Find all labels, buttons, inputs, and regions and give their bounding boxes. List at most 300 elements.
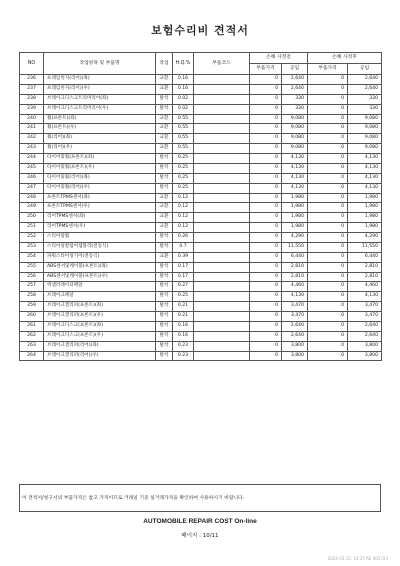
cell-no: 258 bbox=[20, 292, 44, 302]
cell-work: 교환 bbox=[156, 223, 173, 233]
cell-hq: 0.55 bbox=[173, 114, 194, 124]
table-row bbox=[20, 341, 382, 351]
table-row bbox=[20, 262, 382, 272]
cell-code bbox=[194, 223, 250, 233]
table-row bbox=[20, 282, 382, 292]
cell-ap: 0 bbox=[308, 144, 348, 154]
cell-bp: 0 bbox=[250, 292, 282, 302]
cell-al: 2,640 bbox=[348, 331, 382, 341]
cell-item: 브레이크페달 bbox=[44, 292, 156, 302]
cell-item: 브레이크디스크트리머리어(좌) bbox=[44, 94, 156, 104]
table-row bbox=[20, 104, 382, 114]
cell-no: 251 bbox=[20, 223, 44, 233]
cell-item: 휠(리어)(우) bbox=[44, 144, 156, 154]
cell-item: 브레이크디스크트리머리어(우) bbox=[44, 104, 156, 114]
cell-code bbox=[194, 144, 250, 154]
table-row bbox=[20, 292, 382, 302]
cell-bp: 0 bbox=[250, 75, 282, 85]
cell-no: 241 bbox=[20, 124, 44, 134]
cell-code bbox=[194, 321, 250, 331]
cell-code bbox=[194, 104, 250, 114]
table-row bbox=[20, 94, 382, 104]
header-after-labor: 공임 bbox=[348, 64, 382, 75]
cell-no: 243 bbox=[20, 144, 44, 154]
cell-item: 엑셀러레이터페달 bbox=[44, 282, 156, 292]
cell-bl: 9,080 bbox=[282, 134, 308, 144]
cell-hq: 0.25 bbox=[173, 154, 194, 164]
cell-ap: 0 bbox=[308, 203, 348, 213]
cell-item: 브레이크캘리퍼(프론트)(우) bbox=[44, 312, 156, 322]
cell-no: 260 bbox=[20, 312, 44, 322]
cell-code bbox=[194, 292, 250, 302]
cell-item: 휠(리어)(좌) bbox=[44, 134, 156, 144]
cell-ap: 0 bbox=[308, 124, 348, 134]
cell-hq: 0.17 bbox=[173, 272, 194, 282]
cell-bp: 0 bbox=[250, 312, 282, 322]
cell-ap: 0 bbox=[308, 114, 348, 124]
cell-bl: 2,810 bbox=[282, 262, 308, 272]
cell-hq: 0.39 bbox=[173, 252, 194, 262]
cell-bl: 3,800 bbox=[282, 351, 308, 361]
table-row bbox=[20, 114, 382, 124]
cell-item: 프레임힌지(리어)(좌) bbox=[44, 75, 156, 85]
cell-item: 파워스티어링기어(전동식) bbox=[44, 252, 156, 262]
cell-bl: 330 bbox=[282, 104, 308, 114]
cell-code bbox=[194, 282, 250, 292]
cell-item: 브레이크디스크(프론트)(좌) bbox=[44, 321, 156, 331]
cell-work: 탈착 bbox=[156, 312, 173, 322]
cell-hq: 0.27 bbox=[173, 282, 194, 292]
cell-no: 246 bbox=[20, 173, 44, 183]
print-stamp: 2024-03-15, 10:37 AE 401723 bbox=[327, 556, 388, 561]
cell-ap: 0 bbox=[308, 252, 348, 262]
cell-bp: 0 bbox=[250, 203, 282, 213]
cell-bp: 0 bbox=[250, 193, 282, 203]
cell-no: 242 bbox=[20, 134, 44, 144]
cell-code bbox=[194, 312, 250, 322]
cell-al: 1,980 bbox=[348, 223, 382, 233]
cell-work: 교환 bbox=[156, 124, 173, 134]
cell-bl: 2,640 bbox=[282, 84, 308, 94]
cell-bp: 0 bbox=[250, 302, 282, 312]
cell-no: 262 bbox=[20, 331, 44, 341]
cell-item: 타이어및휠(리어)(좌) bbox=[44, 173, 156, 183]
cell-code bbox=[194, 252, 250, 262]
cell-code bbox=[194, 94, 250, 104]
cell-al: 1,980 bbox=[348, 213, 382, 223]
cell-ap: 0 bbox=[308, 163, 348, 173]
cell-work: 탈착 bbox=[156, 233, 173, 243]
cell-al: 2,810 bbox=[348, 262, 382, 272]
cell-no: 239 bbox=[20, 104, 44, 114]
cell-item: 브레이크캘리퍼(리어)(좌) bbox=[44, 341, 156, 351]
cell-ap: 0 bbox=[308, 154, 348, 164]
header-before-part: 부품가격 bbox=[250, 64, 282, 75]
cell-al: 2,640 bbox=[348, 321, 382, 331]
table-row bbox=[20, 193, 382, 203]
cell-hq: 0.23 bbox=[173, 351, 194, 361]
cell-bl: 2,640 bbox=[282, 321, 308, 331]
table-row bbox=[20, 351, 382, 361]
cell-work: 탈착 bbox=[156, 154, 173, 164]
cell-bp: 0 bbox=[250, 183, 282, 193]
cell-ap: 0 bbox=[308, 341, 348, 351]
cell-al: 3,470 bbox=[348, 302, 382, 312]
cell-no: 236 bbox=[20, 75, 44, 85]
cell-hq: 0.25 bbox=[173, 173, 194, 183]
cell-work: 탈착 bbox=[156, 321, 173, 331]
cell-code bbox=[194, 134, 250, 144]
cell-ap: 0 bbox=[308, 75, 348, 85]
cell-hq: 0.16 bbox=[173, 84, 194, 94]
cell-ap: 0 bbox=[308, 233, 348, 243]
cell-al: 3,470 bbox=[348, 312, 382, 322]
cell-work: 탈착 bbox=[156, 282, 173, 292]
cell-work: 탈착 bbox=[156, 341, 173, 351]
cell-code bbox=[194, 213, 250, 223]
cell-ap: 0 bbox=[308, 302, 348, 312]
table-row bbox=[20, 144, 382, 154]
table-row bbox=[20, 213, 382, 223]
cell-no: 248 bbox=[20, 193, 44, 203]
cell-work: 탈착 bbox=[156, 104, 173, 114]
header-after: 손해 사정후 bbox=[308, 53, 382, 64]
cell-al: 3,800 bbox=[348, 341, 382, 351]
cell-hq: 0.16 bbox=[173, 331, 194, 341]
cell-item: 리어TPMS센서(우) bbox=[44, 223, 156, 233]
header-no: NO bbox=[20, 53, 44, 75]
cell-code bbox=[194, 351, 250, 361]
cell-code bbox=[194, 242, 250, 252]
cell-hq: 0.16 bbox=[173, 321, 194, 331]
cell-hq: 0.12 bbox=[173, 193, 194, 203]
cell-hq: 0.12 bbox=[173, 213, 194, 223]
cell-ap: 0 bbox=[308, 193, 348, 203]
cell-al: 9,080 bbox=[348, 134, 382, 144]
cell-bl: 3,800 bbox=[282, 341, 308, 351]
cell-bl: 4,460 bbox=[282, 282, 308, 292]
table-row bbox=[20, 134, 382, 144]
cell-work: 탈착 bbox=[156, 94, 173, 104]
cell-hq: 0.55 bbox=[173, 134, 194, 144]
table-row bbox=[20, 154, 382, 164]
cell-item: 브레이크캘리퍼(리어)(우) bbox=[44, 351, 156, 361]
cell-work: 탈착 bbox=[156, 163, 173, 173]
header-partcode: 부품코드 bbox=[194, 53, 250, 75]
table-row bbox=[20, 223, 382, 233]
cell-code bbox=[194, 272, 250, 282]
cell-no: 261 bbox=[20, 321, 44, 331]
cell-no: 240 bbox=[20, 114, 44, 124]
table-row bbox=[20, 272, 382, 282]
cell-hq: 0.55 bbox=[173, 144, 194, 154]
cell-bl: 2,810 bbox=[282, 272, 308, 282]
cell-ap: 0 bbox=[308, 242, 348, 252]
cell-bp: 0 bbox=[250, 331, 282, 341]
cell-no: 255 bbox=[20, 262, 44, 272]
cell-code bbox=[194, 341, 250, 351]
cell-work: 탈착 bbox=[156, 272, 173, 282]
cell-al: 3,800 bbox=[348, 351, 382, 361]
cell-bp: 0 bbox=[250, 233, 282, 243]
cell-bp: 0 bbox=[250, 173, 282, 183]
cell-work: 교환 bbox=[156, 193, 173, 203]
cell-item: 프론트TPMS센서(좌) bbox=[44, 193, 156, 203]
cell-al: 1,980 bbox=[348, 203, 382, 213]
header-hq: H.Q.% bbox=[173, 53, 194, 75]
table-row bbox=[20, 173, 382, 183]
cell-ap: 0 bbox=[308, 312, 348, 322]
cell-work: 탈착 bbox=[156, 173, 173, 183]
cell-bp: 0 bbox=[250, 134, 282, 144]
cell-al: 9,080 bbox=[348, 144, 382, 154]
cell-work: 탈착 bbox=[156, 183, 173, 193]
cell-no: 237 bbox=[20, 84, 44, 94]
cell-al: 4,290 bbox=[348, 233, 382, 243]
table-row bbox=[20, 183, 382, 193]
cell-ap: 0 bbox=[308, 223, 348, 233]
cell-bp: 0 bbox=[250, 282, 282, 292]
cell-bl: 1,980 bbox=[282, 203, 308, 213]
cell-item: ABS센서및케이블(프론트)(우) bbox=[44, 272, 156, 282]
cell-al: 9,080 bbox=[348, 114, 382, 124]
cell-work: 교환 bbox=[156, 144, 173, 154]
cell-hq: 0.12 bbox=[173, 203, 194, 213]
cell-al: 9,080 bbox=[348, 124, 382, 134]
table-row bbox=[20, 75, 382, 85]
cell-item: 프레임힌지(리어)(우) bbox=[44, 84, 156, 94]
table-row bbox=[20, 331, 382, 341]
cell-ap: 0 bbox=[308, 262, 348, 272]
cell-bl: 11,550 bbox=[282, 242, 308, 252]
cell-bp: 0 bbox=[250, 144, 282, 154]
cell-code bbox=[194, 302, 250, 312]
cell-bl: 1,980 bbox=[282, 223, 308, 233]
cell-bl: 4,290 bbox=[282, 233, 308, 243]
cell-hq: 0.12 bbox=[173, 223, 194, 233]
cell-bp: 0 bbox=[250, 242, 282, 252]
cell-al: 4,130 bbox=[348, 183, 382, 193]
cell-work: 교환 bbox=[156, 203, 173, 213]
cell-no: 247 bbox=[20, 183, 44, 193]
cell-no: 244 bbox=[20, 154, 44, 164]
cell-bl: 4,130 bbox=[282, 173, 308, 183]
cell-code bbox=[194, 75, 250, 85]
cell-item: 타이어및휠(리어)(우) bbox=[44, 183, 156, 193]
cell-no: 263 bbox=[20, 341, 44, 351]
cell-code bbox=[194, 183, 250, 193]
cell-bp: 0 bbox=[250, 124, 282, 134]
cell-work: 탈착 bbox=[156, 351, 173, 361]
cell-hq: 0.17 bbox=[173, 262, 194, 272]
cell-ap: 0 bbox=[308, 173, 348, 183]
cell-bl: 330 bbox=[282, 94, 308, 104]
cell-code bbox=[194, 203, 250, 213]
cell-no: 238 bbox=[20, 94, 44, 104]
cell-bp: 0 bbox=[250, 104, 282, 114]
table-row bbox=[20, 124, 382, 134]
cell-hq: 0.26 bbox=[173, 233, 194, 243]
cell-code bbox=[194, 84, 250, 94]
cell-ap: 0 bbox=[308, 84, 348, 94]
cell-al: 4,130 bbox=[348, 154, 382, 164]
cell-bp: 0 bbox=[250, 163, 282, 173]
cell-ap: 0 bbox=[308, 351, 348, 361]
cell-ap: 0 bbox=[308, 272, 348, 282]
cell-bp: 0 bbox=[250, 252, 282, 262]
cell-ap: 0 bbox=[308, 104, 348, 114]
cell-al: 4,130 bbox=[348, 173, 382, 183]
cell-item: 브레이크캘리퍼(프론트)(좌) bbox=[44, 302, 156, 312]
cell-hq: 0.25 bbox=[173, 183, 194, 193]
cell-bp: 0 bbox=[250, 341, 282, 351]
cell-no: 264 bbox=[20, 351, 44, 361]
cell-bp: 0 bbox=[250, 262, 282, 272]
cell-bp: 0 bbox=[250, 223, 282, 233]
cell-bl: 2,640 bbox=[282, 331, 308, 341]
table-row bbox=[20, 252, 382, 262]
cell-bp: 0 bbox=[250, 84, 282, 94]
cell-work: 탈착 bbox=[156, 292, 173, 302]
cell-ap: 0 bbox=[308, 282, 348, 292]
cell-no: 256 bbox=[20, 272, 44, 282]
cell-no: 249 bbox=[20, 203, 44, 213]
cell-bl: 3,470 bbox=[282, 312, 308, 322]
cell-code bbox=[194, 262, 250, 272]
cell-bp: 0 bbox=[250, 94, 282, 104]
cell-hq: 0.55 bbox=[173, 124, 194, 134]
header-after-part: 부품가격 bbox=[308, 64, 348, 75]
header-before-labor: 공임 bbox=[282, 64, 308, 75]
cell-al: 6,440 bbox=[348, 252, 382, 262]
cell-code bbox=[194, 114, 250, 124]
cell-bl: 4,130 bbox=[282, 292, 308, 302]
cell-hq: 0.23 bbox=[173, 341, 194, 351]
cell-no: 252 bbox=[20, 233, 44, 243]
cell-al: 2,810 bbox=[348, 272, 382, 282]
cell-bl: 6,440 bbox=[282, 252, 308, 262]
cell-work: 탈착 bbox=[156, 242, 173, 252]
table-row bbox=[20, 203, 382, 213]
cell-hq: 0.02 bbox=[173, 94, 194, 104]
cell-work: 교환 bbox=[156, 84, 173, 94]
cell-code bbox=[194, 163, 250, 173]
cell-no: 253 bbox=[20, 242, 44, 252]
cell-bp: 0 bbox=[250, 154, 282, 164]
header-item: 작업항목 및 부품명 bbox=[44, 53, 156, 75]
cell-code bbox=[194, 124, 250, 134]
cell-bl: 9,080 bbox=[282, 114, 308, 124]
cell-al: 330 bbox=[348, 94, 382, 104]
cell-item: ABS센서및케이블(프론트)(좌) bbox=[44, 262, 156, 272]
cell-hq: 0.21 bbox=[173, 302, 194, 312]
cell-item: 리어TPMS센서(좌) bbox=[44, 213, 156, 223]
cell-bp: 0 bbox=[250, 272, 282, 282]
cell-bp: 0 bbox=[250, 321, 282, 331]
cell-item: 타이어및휠(프론트)(좌) bbox=[44, 154, 156, 164]
cell-no: 254 bbox=[20, 252, 44, 262]
cell-no: 250 bbox=[20, 213, 44, 223]
cell-item: 휠(프론트)(좌) bbox=[44, 114, 156, 124]
cell-ap: 0 bbox=[308, 134, 348, 144]
header-work: 작업 bbox=[156, 53, 173, 75]
cell-al: 1,980 bbox=[348, 193, 382, 203]
cell-al: 2,640 bbox=[348, 75, 382, 85]
cell-al: 4,460 bbox=[348, 282, 382, 292]
cell-ap: 0 bbox=[308, 331, 348, 341]
notice: 이 견적서/청구서의 부품가격은 참고 가격이므로 거래일 기준 실거래가격을 확인하여 사용하시기 바랍니다. bbox=[19, 484, 381, 512]
cell-work: 교환 bbox=[156, 75, 173, 85]
cell-work: 탈착 bbox=[156, 302, 173, 312]
table-row bbox=[20, 242, 382, 252]
cell-al: 11,550 bbox=[348, 242, 382, 252]
cell-work: 교환 bbox=[156, 114, 173, 124]
cell-bl: 9,080 bbox=[282, 124, 308, 134]
cell-item: 프론트TPMS센서(우) bbox=[44, 203, 156, 213]
cell-code bbox=[194, 193, 250, 203]
page-number: 페이지 : 10/11 bbox=[181, 533, 219, 539]
cell-ap: 0 bbox=[308, 213, 348, 223]
table-row bbox=[20, 302, 382, 312]
cell-work: 탈착 bbox=[156, 262, 173, 272]
cell-item: 스티어링휠 bbox=[44, 233, 156, 243]
cell-item: 휠(프론트)(우) bbox=[44, 124, 156, 134]
cell-bl: 1,980 bbox=[282, 193, 308, 203]
cell-ap: 0 bbox=[308, 292, 348, 302]
cell-ap: 0 bbox=[308, 94, 348, 104]
cell-item: 브레이크디스크(프론트)(우) bbox=[44, 331, 156, 341]
cell-item: 스티어링칼럼어셈블리(전동식) bbox=[44, 242, 156, 252]
cell-code bbox=[194, 331, 250, 341]
cell-hq: 0.21 bbox=[173, 312, 194, 322]
cell-bp: 0 bbox=[250, 213, 282, 223]
footer-title: AUTOMOBILE REPAIR COST On-line bbox=[143, 518, 257, 525]
cell-bp: 0 bbox=[250, 114, 282, 124]
cell-hq: 0.25 bbox=[173, 292, 194, 302]
document-title: 보험수리비 견적서 bbox=[151, 24, 249, 37]
cell-al: 330 bbox=[348, 104, 382, 114]
header-before: 손해 사정전 bbox=[250, 53, 308, 64]
cell-bp: 0 bbox=[250, 351, 282, 361]
cell-work: 탈착 bbox=[156, 331, 173, 341]
cell-no: 257 bbox=[20, 282, 44, 292]
table-row bbox=[20, 312, 382, 322]
cell-code bbox=[194, 233, 250, 243]
cell-bl: 9,080 bbox=[282, 144, 308, 154]
cell-code bbox=[194, 154, 250, 164]
cell-work: 교환 bbox=[156, 252, 173, 262]
table-row bbox=[20, 321, 382, 331]
cell-al: 2,640 bbox=[348, 84, 382, 94]
table-row bbox=[20, 233, 382, 243]
cell-hq: 0.25 bbox=[173, 163, 194, 173]
estimate-table bbox=[19, 52, 382, 361]
cell-bl: 1,980 bbox=[282, 213, 308, 223]
cell-bl: 4,130 bbox=[282, 154, 308, 164]
cell-al: 4,130 bbox=[348, 163, 382, 173]
cell-bl: 3,470 bbox=[282, 302, 308, 312]
cell-bl: 2,640 bbox=[282, 75, 308, 85]
cell-al: 4,130 bbox=[348, 292, 382, 302]
cell-code bbox=[194, 173, 250, 183]
cell-hq: 0.02 bbox=[173, 104, 194, 114]
cell-ap: 0 bbox=[308, 183, 348, 193]
cell-no: 245 bbox=[20, 163, 44, 173]
cell-hq: 0.7 bbox=[173, 242, 194, 252]
cell-item: 타이어및휠(프론트)(우) bbox=[44, 163, 156, 173]
cell-work: 교환 bbox=[156, 213, 173, 223]
cell-bl: 4,130 bbox=[282, 183, 308, 193]
